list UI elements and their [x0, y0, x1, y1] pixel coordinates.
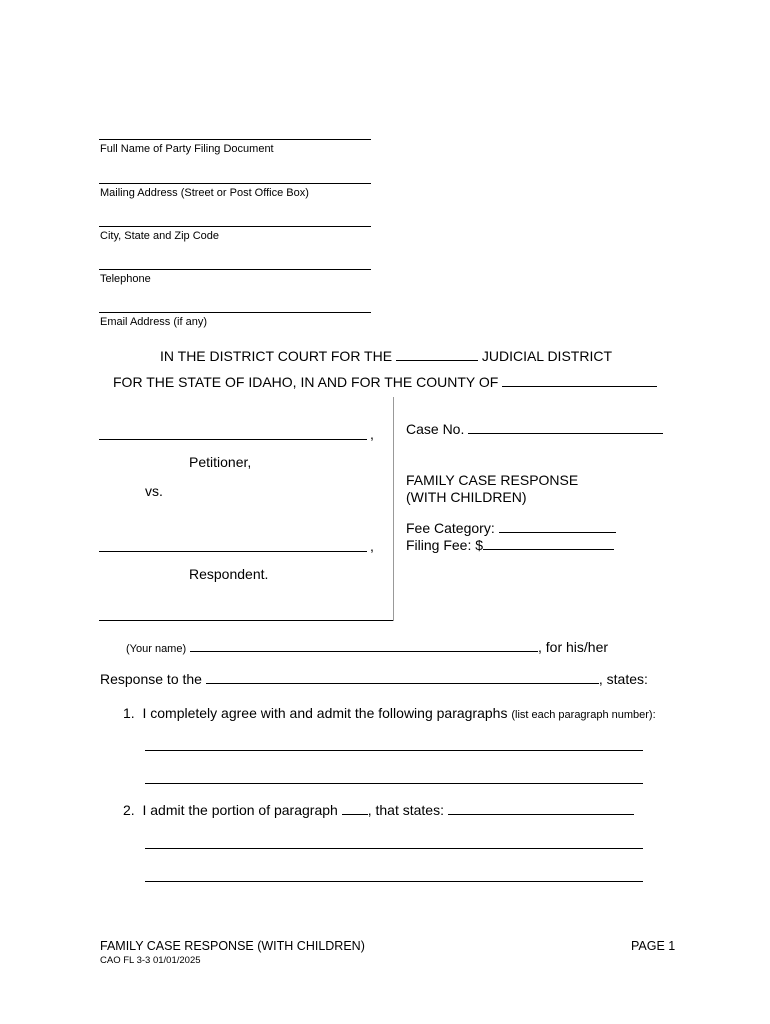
item-2-text-a: I admit the portion of paragraph	[142, 802, 338, 818]
court-line-2	[113, 374, 657, 390]
item-1-text: I completely agree with and admit the following paragraphs	[142, 705, 508, 721]
response-to-label: Response to the	[100, 671, 202, 687]
item-1-number: 1.	[123, 705, 135, 721]
court-line-1-suffix: JUDICIAL DISTRICT	[481, 348, 612, 364]
court-line-1-prefix: IN THE DISTRICT COURT FOR THE	[160, 348, 393, 364]
full-name-label: Full Name of Party Filing Document	[100, 143, 274, 155]
petitioner-comma: ,	[370, 426, 374, 442]
filing-fee-label: Filing Fee: $	[406, 537, 484, 553]
document-title-line-1: FAMILY CASE RESPONSE	[406, 472, 579, 488]
case-number-row	[406, 421, 663, 437]
respondent-comma: ,	[370, 538, 374, 554]
mailing-address-line[interactable]	[99, 183, 371, 184]
respondent-label: Respondent.	[189, 566, 269, 582]
full-name-line[interactable]	[99, 139, 371, 140]
item-2-answer-line-1[interactable]	[145, 848, 643, 849]
judicial-district-blank[interactable]	[396, 360, 478, 361]
your-name-blank[interactable]	[190, 651, 538, 652]
court-line-2-prefix: FOR THE STATE OF IDAHO, IN AND FOR THE COUNTY OF	[113, 374, 499, 390]
item-2-statement-blank[interactable]	[448, 814, 634, 815]
item-1	[123, 705, 656, 721]
response-to-row	[100, 671, 648, 687]
footer-form-title: FAMILY CASE RESPONSE (WITH CHILDREN)	[100, 939, 365, 953]
vs-label: vs.	[145, 483, 163, 499]
states-text: , states:	[598, 671, 648, 687]
respondent-name-line[interactable]	[99, 551, 367, 552]
mailing-address-label: Mailing Address (Street or Post Office Box)	[100, 187, 309, 199]
email-label: Email Address (if any)	[100, 316, 207, 328]
item-1-answer-line-2[interactable]	[145, 783, 643, 784]
petitioner-name-line[interactable]	[99, 439, 367, 440]
response-to-blank[interactable]	[206, 683, 599, 684]
city-state-zip-label: City, State and Zip Code	[100, 230, 220, 242]
telephone-label: Telephone	[100, 273, 151, 285]
item-2-answer-line-2[interactable]	[145, 881, 643, 882]
footer-page-number: PAGE 1	[631, 939, 676, 953]
telephone-line[interactable]	[99, 269, 371, 270]
for-his-her-text: , for his/her	[538, 639, 609, 655]
fee-category-row	[406, 520, 616, 536]
item-1-hint: (list each paragraph number):	[511, 709, 656, 721]
your-name-row	[126, 639, 608, 655]
case-no-label: Case No.	[406, 421, 465, 437]
filing-fee-row	[406, 537, 614, 553]
county-blank[interactable]	[502, 386, 657, 387]
case-number-blank[interactable]	[468, 433, 663, 434]
item-2-text-b: , that states:	[367, 802, 444, 818]
fee-category-label: Fee Category:	[406, 520, 495, 536]
filing-fee-blank[interactable]	[483, 549, 614, 550]
court-line-1	[160, 348, 612, 364]
caption-divider-vertical	[393, 397, 394, 621]
city-state-zip-line[interactable]	[99, 226, 371, 227]
email-line[interactable]	[99, 312, 371, 313]
caption-bottom-border	[99, 620, 393, 621]
petitioner-label: Petitioner,	[189, 454, 252, 470]
document-title-line-2: (WITH CHILDREN)	[406, 489, 527, 505]
item-2	[123, 802, 634, 818]
item-2-number: 2.	[123, 802, 135, 818]
footer-form-code: CAO FL 3-3 01/01/2025	[100, 955, 201, 966]
your-name-label: (Your name)	[126, 643, 187, 655]
fee-category-blank[interactable]	[499, 532, 616, 533]
paragraph-number-blank[interactable]	[342, 814, 368, 815]
item-1-answer-line-1[interactable]	[145, 750, 643, 751]
